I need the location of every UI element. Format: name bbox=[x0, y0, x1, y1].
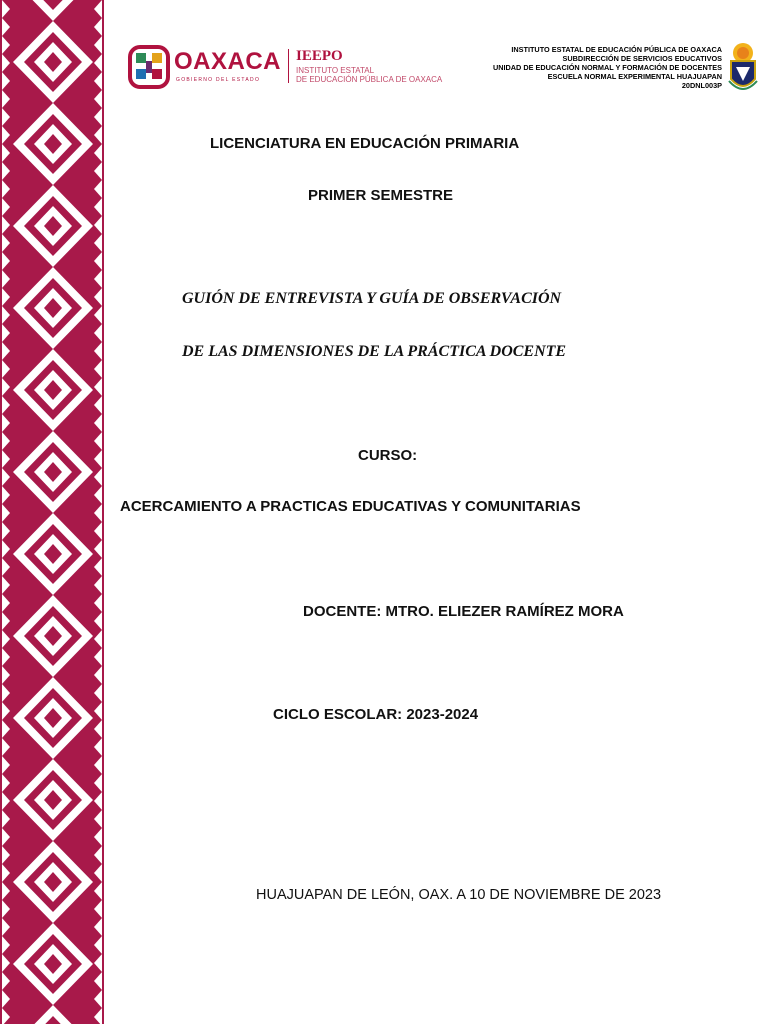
degree-heading: LICENCIATURA EN EDUCACIÓN PRIMARIA bbox=[210, 135, 520, 152]
ieepo-title: IEEPO bbox=[296, 48, 343, 64]
document-title-line-1: GUIÓN DE ENTREVISTA Y GUÍA DE OBSERVACIÓN bbox=[182, 290, 562, 307]
oaxaca-logo bbox=[128, 45, 458, 91]
oaxaca-wordmark: OAXACA bbox=[174, 48, 282, 75]
oaxaca-subtitle: GOBIERNO DEL ESTADO bbox=[176, 77, 261, 83]
decorative-border bbox=[0, 0, 106, 1024]
school-year: CICLO ESCOLAR: 2023-2024 bbox=[273, 706, 479, 723]
institution-line: INSTITUTO ESTATAL DE EDUCACIÓN PÚBLICA DE OAXACA bbox=[511, 45, 722, 54]
teacher-name: DOCENTE: MTRO. ELIEZER RAMÍREZ MORA bbox=[303, 603, 624, 620]
ieepo-line-1: INSTITUTO ESTATAL bbox=[296, 66, 375, 75]
oaxaca-emblem-icon bbox=[128, 45, 170, 89]
document-title-line-2: DE LAS DIMENSIONES DE LA PRÁCTICA DOCENTE bbox=[182, 343, 567, 360]
normal-school-shield-icon bbox=[726, 41, 760, 97]
course-label: CURSO: bbox=[358, 447, 418, 464]
institution-line: ESCUELA NORMAL EXPERIMENTAL HUAJUAPAN bbox=[547, 72, 722, 81]
institution-line: UNIDAD DE EDUCACIÓN NORMAL Y FORMACIÓN DE DOCENTES bbox=[492, 63, 722, 72]
border-pattern-shape bbox=[104, 0, 106, 1024]
logo-divider bbox=[288, 49, 289, 83]
place-and-date: HUAJUAPAN DE LEÓN, OAX. A 10 DE NOVIEMBRE DE 2023 bbox=[256, 887, 662, 903]
institution-block bbox=[493, 45, 722, 90]
institution-line: SUBDIRECCIÓN DE SERVICIOS EDUCATIVOS bbox=[562, 54, 722, 63]
semester-heading: PRIMER SEMESTRE bbox=[308, 187, 454, 204]
institution-line: 20DNL003P bbox=[681, 81, 722, 90]
course-name: ACERCAMIENTO A PRACTICAS EDUCATIVAS Y COMUNITARIAS bbox=[120, 498, 581, 515]
ieepo-line-2: DE EDUCACIÓN PÚBLICA DE OAXACA bbox=[296, 75, 443, 84]
